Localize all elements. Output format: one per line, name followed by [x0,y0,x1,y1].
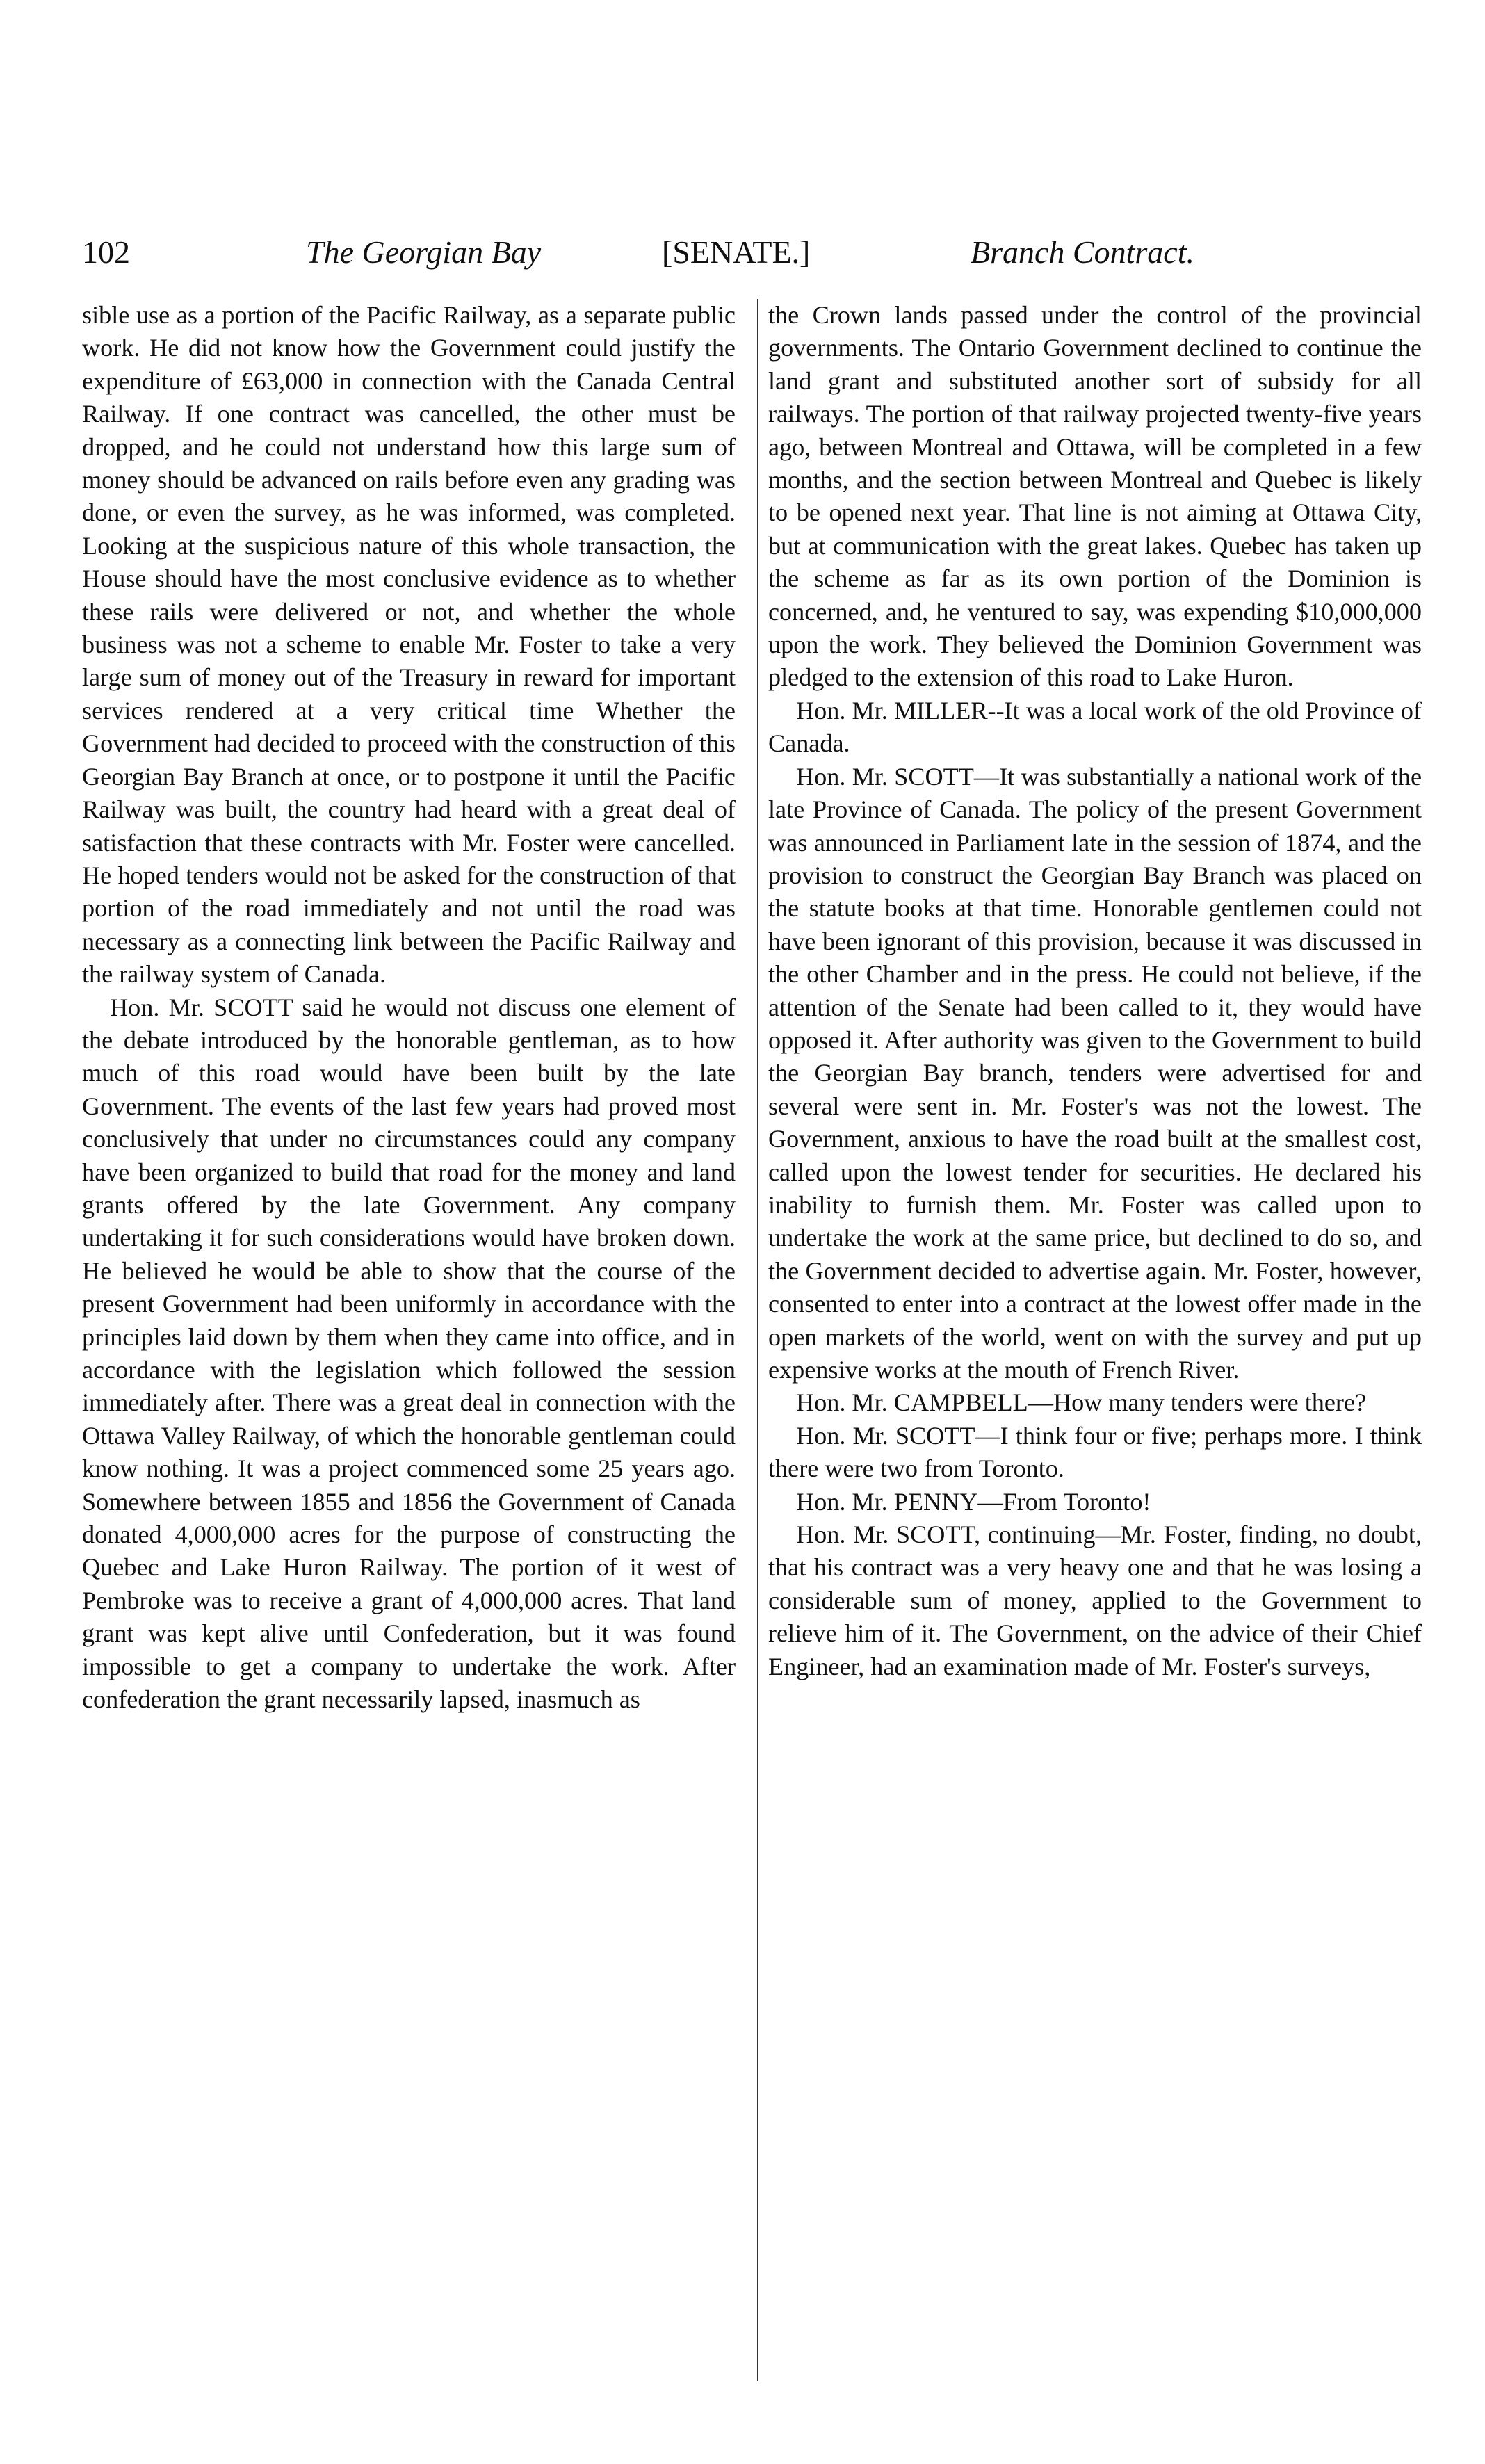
column-divider [757,299,758,2381]
page-number: 102 [82,234,130,270]
paragraph: sible use as a portion of the Pacific Railway, as a separate public work. He did not know how the Government could justify the expenditure of £63,000 in connection with the Canada Central Railway. If one contract was cancelled, the other must be dropped, and he could not understand how this large sum of money should be advanced on rails before even any grading was done, or even the survey, as he was informed, was completed. Looking at the suspicious nature of this whole transaction, the House should have the most conclusive evidence as to whether these rails were delivered or not, and whether the whole business was not a scheme to enable Mr. Foster to take a very large sum of money out of the Treasury in reward for important services rendered at a very critical time Whether the Government had decided to proceed with the construction of this Georgian Bay Branch at once, or to postpone it until the Pacific Railway was built, the country had heard with a great deal of satisfaction that these contracts with Mr. Foster were cancelled. He hoped tenders would not be asked for the construction of that portion of the road immediately and not until the road was necessary as a connecting link between the Pacific Railway and the railway system of Canada. [82,301,736,989]
header-title-right: Branch Contract. [971,234,1194,270]
paragraph: Hon. Mr. CAMPBELL—How many tenders were there? [796,1388,1367,1417]
left-column [82,299,736,2392]
header-title-center: [SENATE.] [662,234,811,270]
page-header [82,228,1250,277]
paragraph: the Crown lands passed under the control of the provincial governments. The Ontario Government declined to continue the land grant and substituted another sort of subsidy for all railways. The portion of that railway projected twenty-five years ago, between Montreal and Ottawa, will be completed in a few months, and the section between Montreal and Quebec is likely to be opened next year. That line is not aiming at Ottawa City, but at communication with the great lakes. Quebec has taken up the scheme as far as its own portion of the Dominion is concerned, and, he ventured to say, was expending $10,000,000 upon the work. They believed the Dominion Government was pledged to the extension of this road to Lake Huron. [768,301,1422,692]
paragraph: Hon. Mr. PENNY—From Toronto! [796,1487,1151,1516]
right-column [768,299,1422,2392]
paragraph: Hon. Mr. MILLER--It was a local work of the old Province of Canada. [768,696,1422,758]
paragraph: Hon. Mr. SCOTT—It was substantially a national work of the late Province of Canada. The policy of the present Government was announced in Parliament late in the session of 1874, and the provision to construct the Georgian Bay Branch was placed on the statute books at that time. Honorable gentlemen could not have been ignorant of this provision, because it was discussed in the other Chamber and in the press. He could not believe, if the attention of the Senate had been called to it, they would have opposed it. After authority was given to the Government to build the Georgian Bay branch, tenders were advertised for and several were sent in. Mr. Foster's was not the lowest. The Government, anxious to have the road built at the smallest cost, called upon the lowest tender for securities. He declared his inability to furnish them. Mr. Foster was called upon to undertake the work at the same price, but declined to do so, and the Government decided to advertise again. Mr. Foster, however, consented to enter into a contract at the lowest offer made in the open markets of the world, went on with the survey and put up expensive works at the mouth of French River. [768,762,1422,1384]
paragraph: Hon. Mr. SCOTT—I think four or five; perhaps more. I think there were two from Toronto. [768,1421,1422,1483]
paragraph: Hon. Mr. SCOTT said he would not discuss one element of the debate introduced by the honorable gentleman, as to how much of this road would have been built by the late Government. The events of the last few years had proved most conclusively that under no circumstances could any company have been organized to build that road for the money and land grants offered by the late Government. Any company undertaking it for such considerations would have broken down. He believed he would be able to show that the course of the present Government had been uniformly in accordance with the principles laid down by them when they came into office, and in accordance with the legislation which followed the session immediately after. There was a great deal in connection with the Ottawa Valley Railway, of which the honorable gentleman could know nothing. It was a project commenced some 25 years ago. Somewhere between 1855 and 1856 the Government of Canada donated 4,000,000 acres for the purpose of constructing the Quebec and Lake Huron Railway. The portion of it west of Pembroke was to receive a grant of 4,000,000 acres. That land grant was kept alive until Confederation, but it was found impossible to get a company to undertake the work. After confederation the grant necessarily lapsed, inasmuch as [82,993,736,1714]
header-title-left: The Georgian Bay [306,234,542,270]
paragraph: Hon. Mr. SCOTT, continuing—Mr. Foster, finding, no doubt, that his contract was a very heavy one and that he was losing a considerable sum of money, applied to the Government to relieve him of it. The Government, on the advice of their Chief Engineer, had an examination made of Mr. Foster's surveys, [768,1521,1422,1680]
